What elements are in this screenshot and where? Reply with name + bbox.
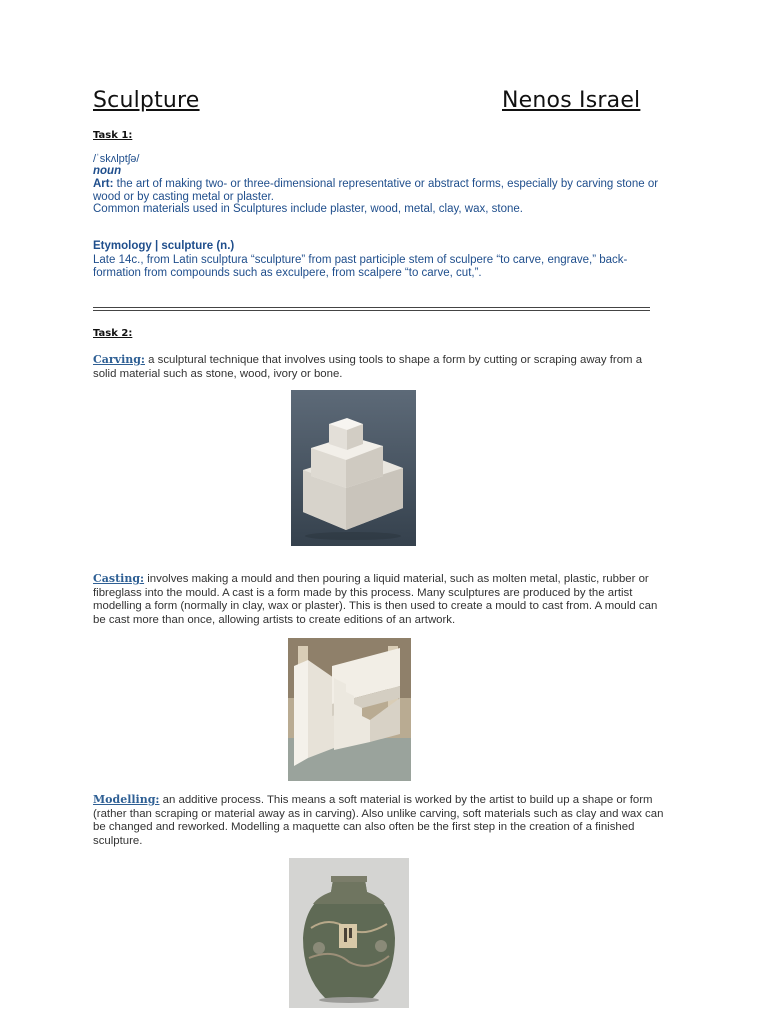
modelling-paragraph: [93, 793, 673, 848]
casting-text: involves making a mould and then pouring a liquid material, such as molten metal, plastic, rubber or fibreglass into the mould. A cast is a form made by this process. Many sculptures are produced by the artist modelling a form (normally in clay, wax or plaster). This is then used to create a mould to cast from. A mould can be cast more than once, allowing artists to create editions of an artwork.: [93, 573, 658, 626]
task-2-label: Task 2:: [93, 328, 133, 339]
definition: [93, 178, 673, 204]
section-divider: [93, 307, 650, 311]
sense-label: Art:: [93, 178, 114, 190]
author-name: Nenos Israel: [502, 88, 641, 113]
etymology-heading: Etymology | sculpture (n.): [93, 240, 235, 252]
materials-note: Common materials used in Sculptures include plaster, wood, metal, clay, wax, stone.: [93, 203, 523, 215]
page-title: Sculpture: [93, 88, 200, 113]
carving-sculpture-image: [291, 390, 416, 546]
etymology-text: Late 14c., from Latin sculptura “sculpture” from past participle stem of sculpere “to carve, engrave,” back-formation from compounds such as exculpere, from scalpere “to carve, cut,”.: [93, 254, 628, 279]
modelling-text: an additive process. This means a soft material is worked by the artist to build up a shape or form (rather than scraping or material away as in carving). Also unlike carving, soft materials such as clay and wax can be changed and reworked. Modelling a maquette can also often be the first step in the creation of a finished sculpture.: [93, 794, 664, 847]
definition-text: the art of making two- or three-dimensional representative or abstract forms, especially by carving stone or wood or by casting metal or plaster.: [93, 178, 659, 203]
pronunciation: /ˈskʌlptʃə/: [93, 153, 140, 165]
modelling-term: Modelling:: [93, 793, 160, 806]
carving-term: Carving:: [93, 353, 145, 366]
part-of-speech: noun: [93, 165, 122, 177]
task-1-label: Task 1:: [93, 130, 133, 141]
carving-text: a sculptural technique that involves using tools to shape a form by cutting or scraping away from a solid material such as stone, wood, ivory or bone.: [93, 354, 643, 380]
casting-paragraph: [93, 572, 673, 627]
casting-sculpture-image: [288, 638, 411, 781]
casting-term: Casting:: [93, 572, 145, 585]
carving-paragraph: [93, 353, 663, 381]
modelling-sculpture-image: [289, 858, 409, 1008]
